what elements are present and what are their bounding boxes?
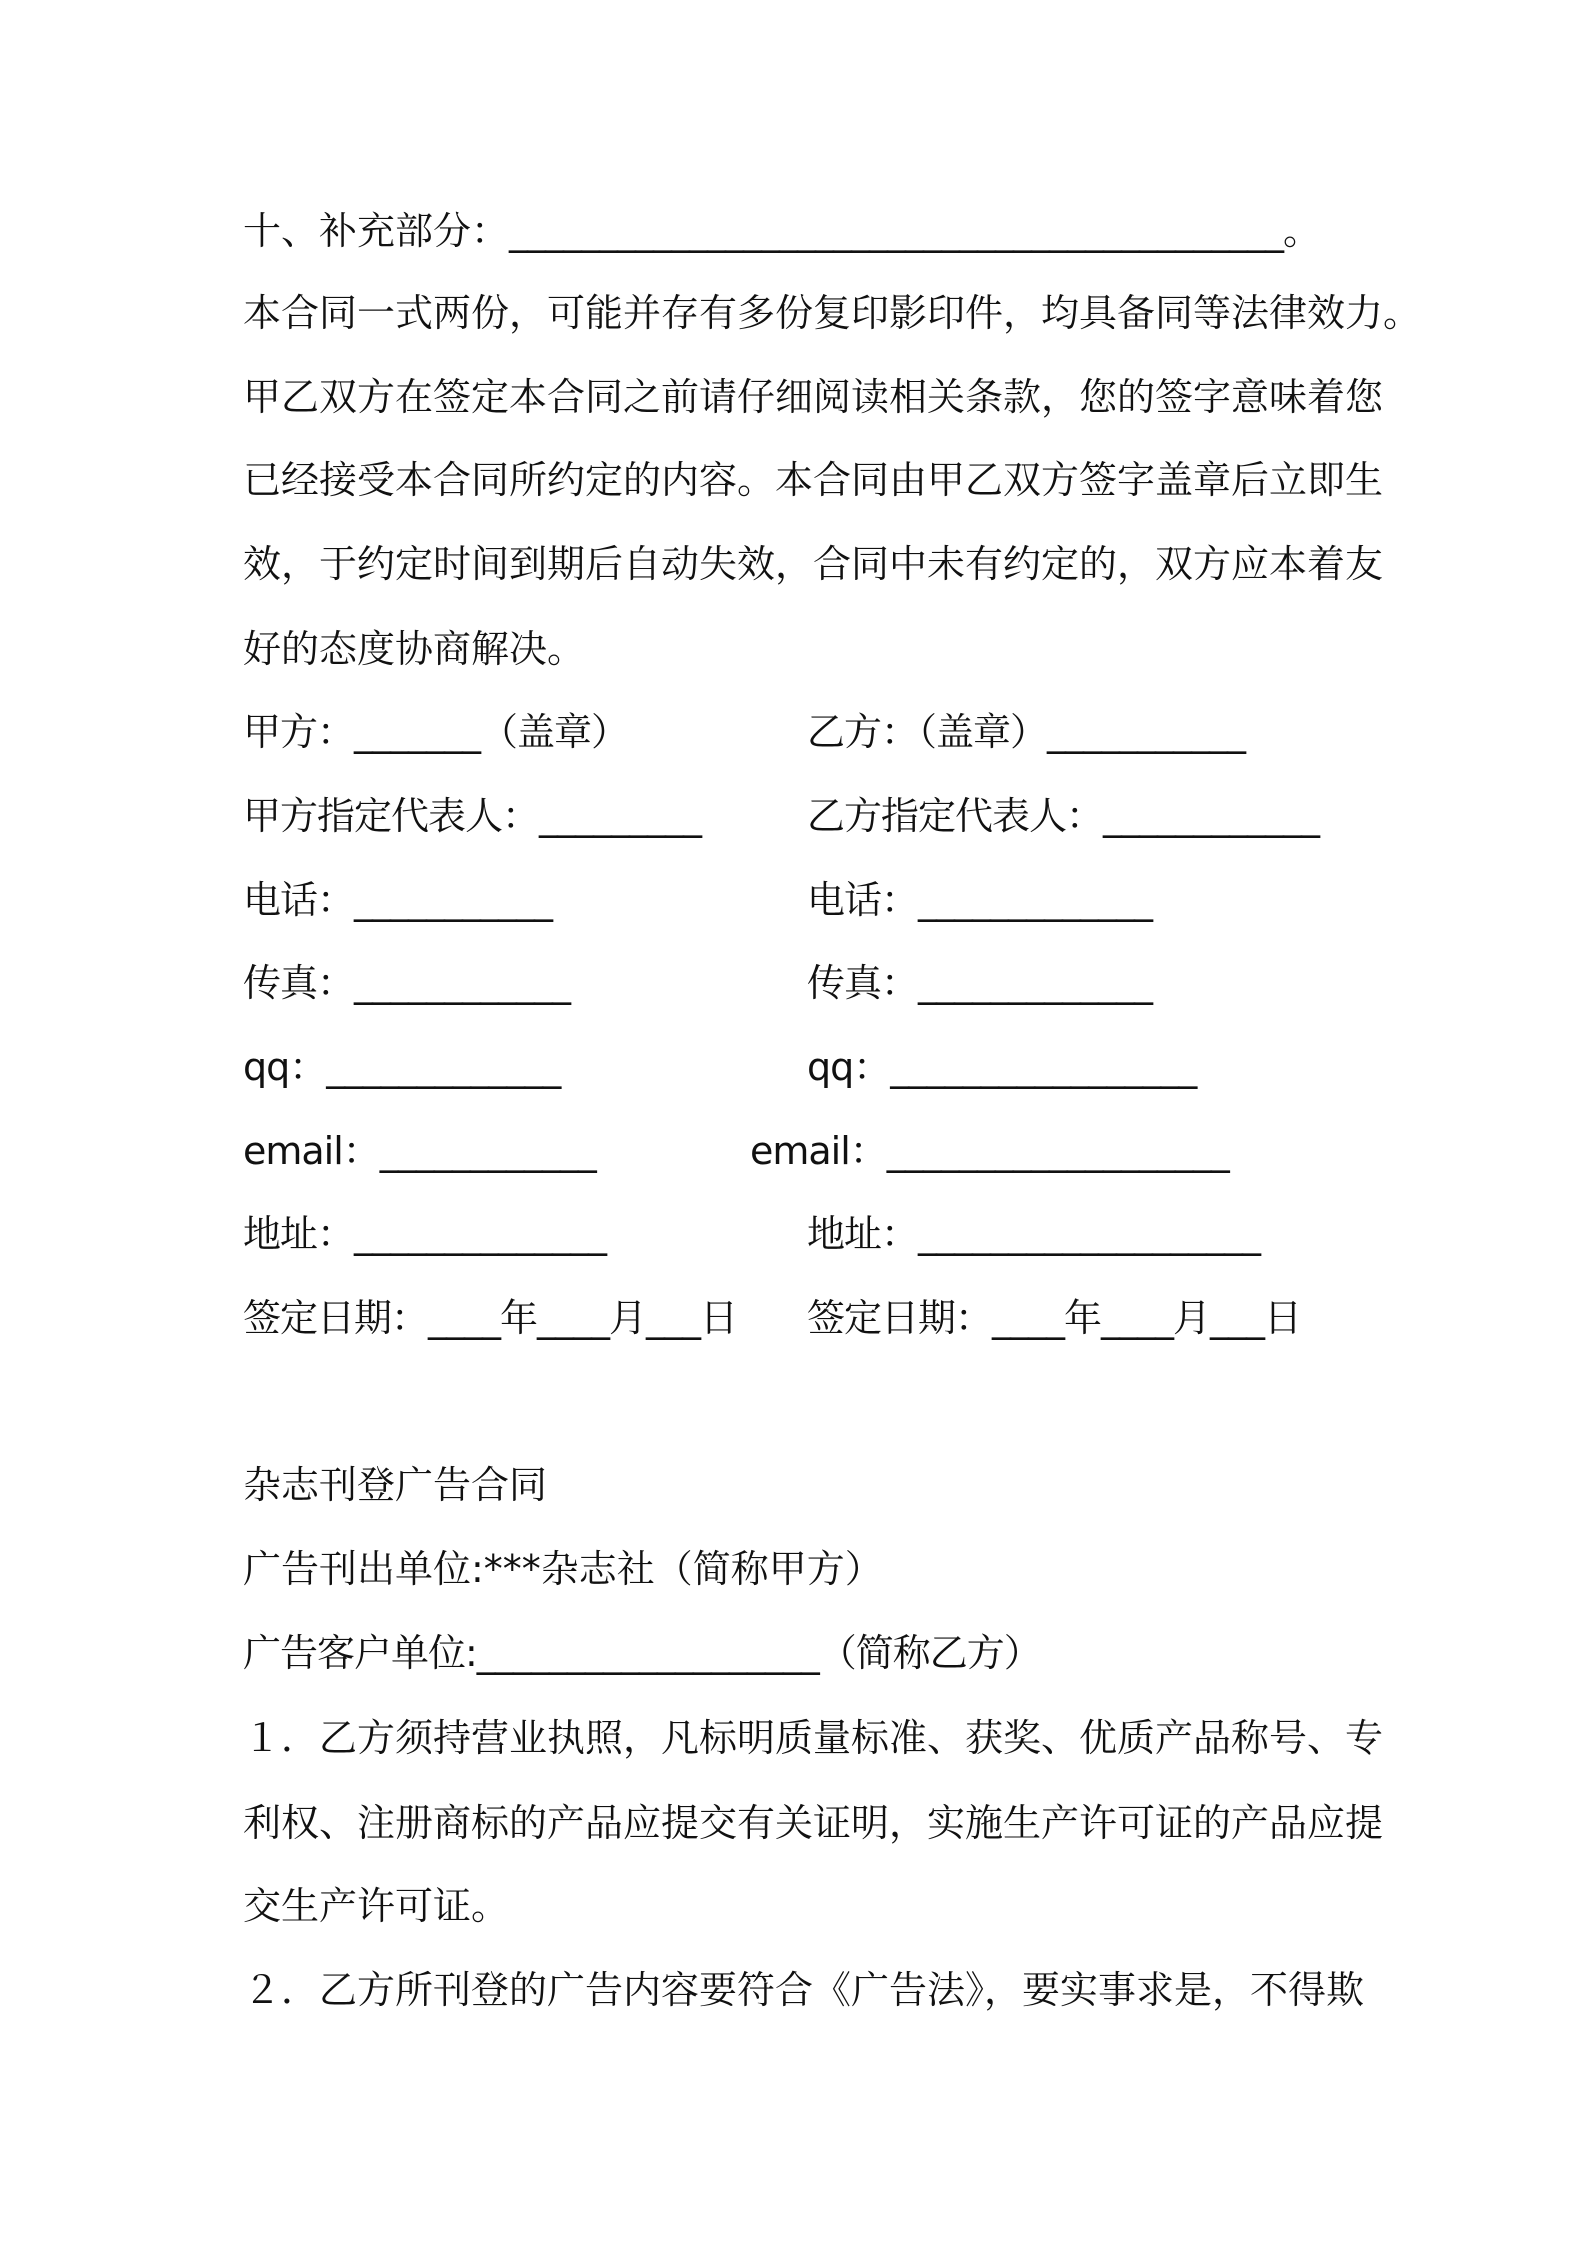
party-a-seal: 甲方：_______（盖章） — [243, 710, 629, 754]
clause-line: ２．乙方所刊登的广告内容要符合《广告法》，要实事求是，不得欺 — [243, 1968, 1365, 2012]
party-b-email: email：___________________ — [750, 1129, 1229, 1173]
party-b-address: 地址：___________________ — [807, 1212, 1261, 1256]
clause-line: １．乙方须持营业执照，凡标明质量标准、获奖、优质产品称号、专 — [243, 1716, 1384, 1760]
clause-line: 利权、注册商标的产品应提交有关证明，实施生产许可证的产品应提 — [243, 1801, 1384, 1845]
party-a-qq: qq：_____________ — [243, 1045, 561, 1089]
party-b-sign-date: 签定日期：____年____月___日 — [807, 1296, 1302, 1340]
paragraph-line: 甲乙双方在签定本合同之前请仔细阅读相关条款，您的签字意味着您 — [243, 375, 1384, 419]
party-b-phone: 电话：_____________ — [807, 878, 1153, 922]
paragraph-line: 本合同一式两份，可能并存有多份复印影印件，均具备同等法律效力。 — [243, 291, 1422, 335]
clause-line: 交生产许可证。 — [243, 1884, 510, 1928]
party-a-fax: 传真：____________ — [243, 961, 571, 1005]
paragraph-line: 好的态度协商解决。 — [243, 627, 586, 671]
paragraph-line: 已经接受本合同所约定的内容。本合同由甲乙双方签字盖章后立即生 — [243, 458, 1384, 502]
contract-title: 杂志刊登广告合同 — [243, 1463, 548, 1507]
section-10-line — [243, 207, 1321, 255]
party-b-fax: 传真：_____________ — [807, 961, 1153, 1005]
party-a-phone: 电话：___________ — [243, 878, 553, 922]
party-a-address: 地址：______________ — [243, 1212, 607, 1256]
party-a-sign-date: 签定日期：____年____月___日 — [243, 1296, 738, 1340]
section-10-label: 十、补充部分： — [243, 209, 510, 253]
period: 。 — [1283, 209, 1322, 253]
party-b-representative: 乙方指定代表人：____________ — [807, 794, 1320, 838]
client-line: 广告客户单位:___________________（简称乙方） — [243, 1631, 1041, 1675]
section-10-blank[interactable]: ___________________________________________ — [509, 209, 1284, 253]
paragraph-line: 效，于约定时间到期后自动失效，合同中未有约定的，双方应本着友 — [243, 542, 1384, 586]
party-a-representative: 甲方指定代表人：_________ — [243, 794, 702, 838]
publisher-line: 广告刊出单位:***杂志社（简称甲方） — [243, 1547, 883, 1591]
party-b-qq: qq：_________________ — [807, 1045, 1197, 1089]
party-b-seal: 乙方：（盖章）___________ — [807, 710, 1246, 754]
party-a-email: email：____________ — [243, 1129, 596, 1173]
